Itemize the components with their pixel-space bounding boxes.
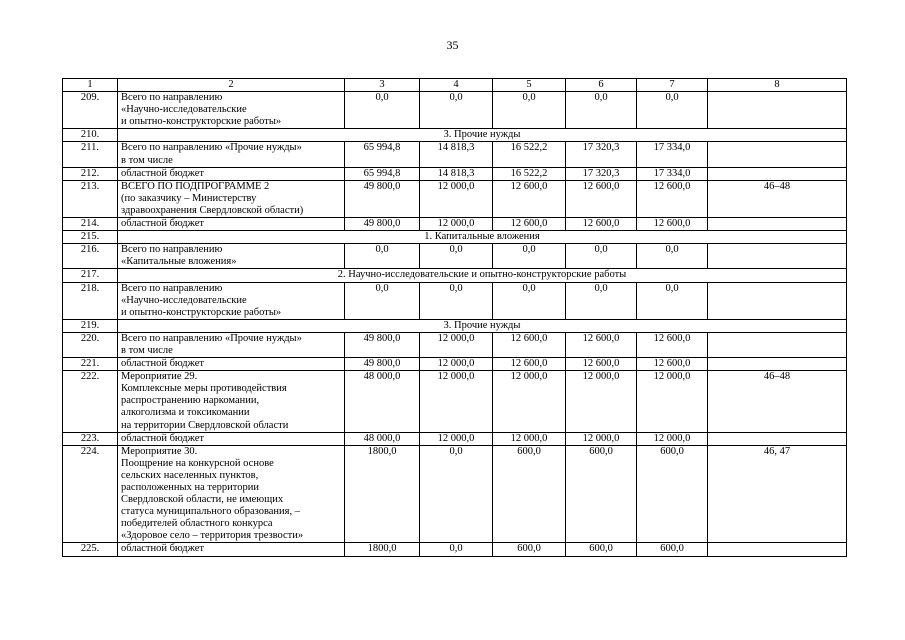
value-col-7: 0,0 — [637, 282, 708, 319]
value-col-4: 14 818,3 — [420, 167, 493, 180]
target-indicators — [708, 244, 847, 269]
value-col-5: 12 000,0 — [493, 432, 566, 445]
table-row — [63, 218, 847, 231]
value-col-5: 12 600,0 — [493, 218, 566, 231]
value-col-7: 12 000,0 — [637, 371, 708, 432]
row-number: 218. — [63, 282, 118, 319]
value-col-6: 12 000,0 — [566, 371, 637, 432]
value-col-5: 12 600,0 — [493, 180, 566, 217]
row-number: 216. — [63, 244, 118, 269]
row-description: Всего по направлению «Прочие нужды» в том числе — [118, 332, 345, 357]
value-col-3: 65 994,8 — [345, 167, 420, 180]
value-col-6: 12 600,0 — [566, 218, 637, 231]
value-col-6: 0,0 — [566, 92, 637, 129]
table-row — [63, 332, 847, 357]
section-title: 2. Научно-исследовательские и опытно-конструкторские работы — [118, 269, 847, 282]
value-col-4: 12 000,0 — [420, 218, 493, 231]
header-cell-7: 7 — [637, 79, 708, 92]
row-description: ВСЕГО ПО ПОДПРОГРАММЕ 2 (по заказчику – Министерству здравоохранения Свердловской области) — [118, 180, 345, 217]
value-col-6: 600,0 — [566, 445, 637, 543]
table-header-row — [63, 79, 847, 92]
table-row — [63, 92, 847, 129]
value-col-6: 600,0 — [566, 543, 637, 556]
value-col-7: 12 600,0 — [637, 180, 708, 217]
value-col-4: 14 818,3 — [420, 142, 493, 167]
row-description: Всего по направлению «Прочие нужды» в том числе — [118, 142, 345, 167]
value-col-6: 17 320,3 — [566, 167, 637, 180]
row-number: 219. — [63, 319, 118, 332]
row-description: Мероприятие 30. Поощрение на конкурсной основе сельских населенных пунктов, расположенных на территории Свердловской области, не имеющих статуса муниципального образования, – победителей областного конкурса «Здоровое село – территория трезвости» — [118, 445, 345, 543]
row-number: 220. — [63, 332, 118, 357]
header-cell-2: 2 — [118, 79, 345, 92]
target-indicators — [708, 432, 847, 445]
table-row — [63, 180, 847, 217]
header-cell-1: 1 — [63, 79, 118, 92]
row-number: 214. — [63, 218, 118, 231]
target-indicators: 46–48 — [708, 371, 847, 432]
value-col-4: 0,0 — [420, 282, 493, 319]
value-col-3: 0,0 — [345, 92, 420, 129]
table-row — [63, 142, 847, 167]
target-indicators — [708, 282, 847, 319]
row-description: Всего по направлению «Научно-исследовательские и опытно-конструкторские работы» — [118, 282, 345, 319]
table-row — [63, 358, 847, 371]
header-cell-4: 4 — [420, 79, 493, 92]
table-row — [63, 445, 847, 543]
table-row — [63, 432, 847, 445]
value-col-3: 1800,0 — [345, 543, 420, 556]
value-col-3: 49 800,0 — [345, 358, 420, 371]
value-col-6: 0,0 — [566, 282, 637, 319]
table-row — [63, 167, 847, 180]
value-col-4: 0,0 — [420, 543, 493, 556]
value-col-5: 0,0 — [493, 92, 566, 129]
value-col-4: 12 000,0 — [420, 358, 493, 371]
row-number: 209. — [63, 92, 118, 129]
value-col-6: 0,0 — [566, 244, 637, 269]
value-col-6: 12 600,0 — [566, 332, 637, 357]
value-col-3: 48 000,0 — [345, 371, 420, 432]
target-indicators: 46–48 — [708, 180, 847, 217]
target-indicators — [708, 358, 847, 371]
header-cell-5: 5 — [493, 79, 566, 92]
value-col-6: 12 000,0 — [566, 432, 637, 445]
value-col-4: 0,0 — [420, 445, 493, 543]
row-number: 222. — [63, 371, 118, 432]
row-description: Всего по направлению «Капитальные вложения» — [118, 244, 345, 269]
value-col-3: 1800,0 — [345, 445, 420, 543]
value-col-3: 49 800,0 — [345, 332, 420, 357]
value-col-6: 12 600,0 — [566, 358, 637, 371]
row-number: 223. — [63, 432, 118, 445]
target-indicators — [708, 142, 847, 167]
value-col-7: 12 600,0 — [637, 218, 708, 231]
row-number: 212. — [63, 167, 118, 180]
table-row — [63, 371, 847, 432]
header-cell-6: 6 — [566, 79, 637, 92]
table-row — [63, 282, 847, 319]
value-col-5: 600,0 — [493, 543, 566, 556]
value-col-5: 0,0 — [493, 244, 566, 269]
target-indicators — [708, 92, 847, 129]
page-number: 35 — [446, 38, 459, 52]
value-col-3: 0,0 — [345, 244, 420, 269]
value-col-7: 12 600,0 — [637, 332, 708, 357]
value-col-7: 0,0 — [637, 92, 708, 129]
row-number: 217. — [63, 269, 118, 282]
value-col-4: 12 000,0 — [420, 180, 493, 217]
header-cell-3: 3 — [345, 79, 420, 92]
value-col-3: 49 800,0 — [345, 180, 420, 217]
row-description: Мероприятие 29. Комплексные меры противодействия распространению наркомании, алкоголизма и токсикомании на территории Свердловской области — [118, 371, 345, 432]
value-col-5: 600,0 — [493, 445, 566, 543]
section-row — [63, 319, 847, 332]
header-cell-8: 8 — [708, 79, 847, 92]
row-number: 210. — [63, 129, 118, 142]
program-table — [62, 78, 847, 557]
value-col-5: 16 522,2 — [493, 167, 566, 180]
value-col-7: 600,0 — [637, 445, 708, 543]
value-col-4: 0,0 — [420, 244, 493, 269]
row-number: 224. — [63, 445, 118, 543]
row-number: 215. — [63, 231, 118, 244]
row-number: 221. — [63, 358, 118, 371]
value-col-5: 0,0 — [493, 282, 566, 319]
value-col-7: 0,0 — [637, 244, 708, 269]
value-col-4: 12 000,0 — [420, 332, 493, 357]
value-col-7: 12 600,0 — [637, 358, 708, 371]
target-indicators — [708, 332, 847, 357]
target-indicators — [708, 543, 847, 556]
value-col-6: 17 320,3 — [566, 142, 637, 167]
value-col-6: 12 600,0 — [566, 180, 637, 217]
row-description: областной бюджет — [118, 218, 345, 231]
row-number: 213. — [63, 180, 118, 217]
table-row — [63, 244, 847, 269]
target-indicators: 46, 47 — [708, 445, 847, 543]
row-description: областной бюджет — [118, 432, 345, 445]
value-col-4: 12 000,0 — [420, 371, 493, 432]
section-row — [63, 269, 847, 282]
row-description: Всего по направлению «Научно-исследовательские и опытно-конструкторские работы» — [118, 92, 345, 129]
value-col-7: 12 000,0 — [637, 432, 708, 445]
section-title: 1. Капитальные вложения — [118, 231, 847, 244]
table-row — [63, 543, 847, 556]
target-indicators — [708, 218, 847, 231]
section-title: 3. Прочие нужды — [118, 319, 847, 332]
target-indicators — [708, 167, 847, 180]
value-col-3: 49 800,0 — [345, 218, 420, 231]
row-description: областной бюджет — [118, 167, 345, 180]
row-number: 211. — [63, 142, 118, 167]
value-col-5: 12 000,0 — [493, 371, 566, 432]
row-description: областной бюджет — [118, 543, 345, 556]
value-col-7: 600,0 — [637, 543, 708, 556]
row-number: 225. — [63, 543, 118, 556]
section-row — [63, 231, 847, 244]
value-col-4: 12 000,0 — [420, 432, 493, 445]
value-col-4: 0,0 — [420, 92, 493, 129]
value-col-5: 12 600,0 — [493, 358, 566, 371]
table-body — [63, 79, 847, 557]
value-col-5: 12 600,0 — [493, 332, 566, 357]
row-description: областной бюджет — [118, 358, 345, 371]
value-col-3: 65 994,8 — [345, 142, 420, 167]
value-col-3: 0,0 — [345, 282, 420, 319]
value-col-5: 16 522,2 — [493, 142, 566, 167]
value-col-7: 17 334,0 — [637, 167, 708, 180]
value-col-7: 17 334,0 — [637, 142, 708, 167]
section-row — [63, 129, 847, 142]
section-title: 3. Прочие нужды — [118, 129, 847, 142]
value-col-3: 48 000,0 — [345, 432, 420, 445]
